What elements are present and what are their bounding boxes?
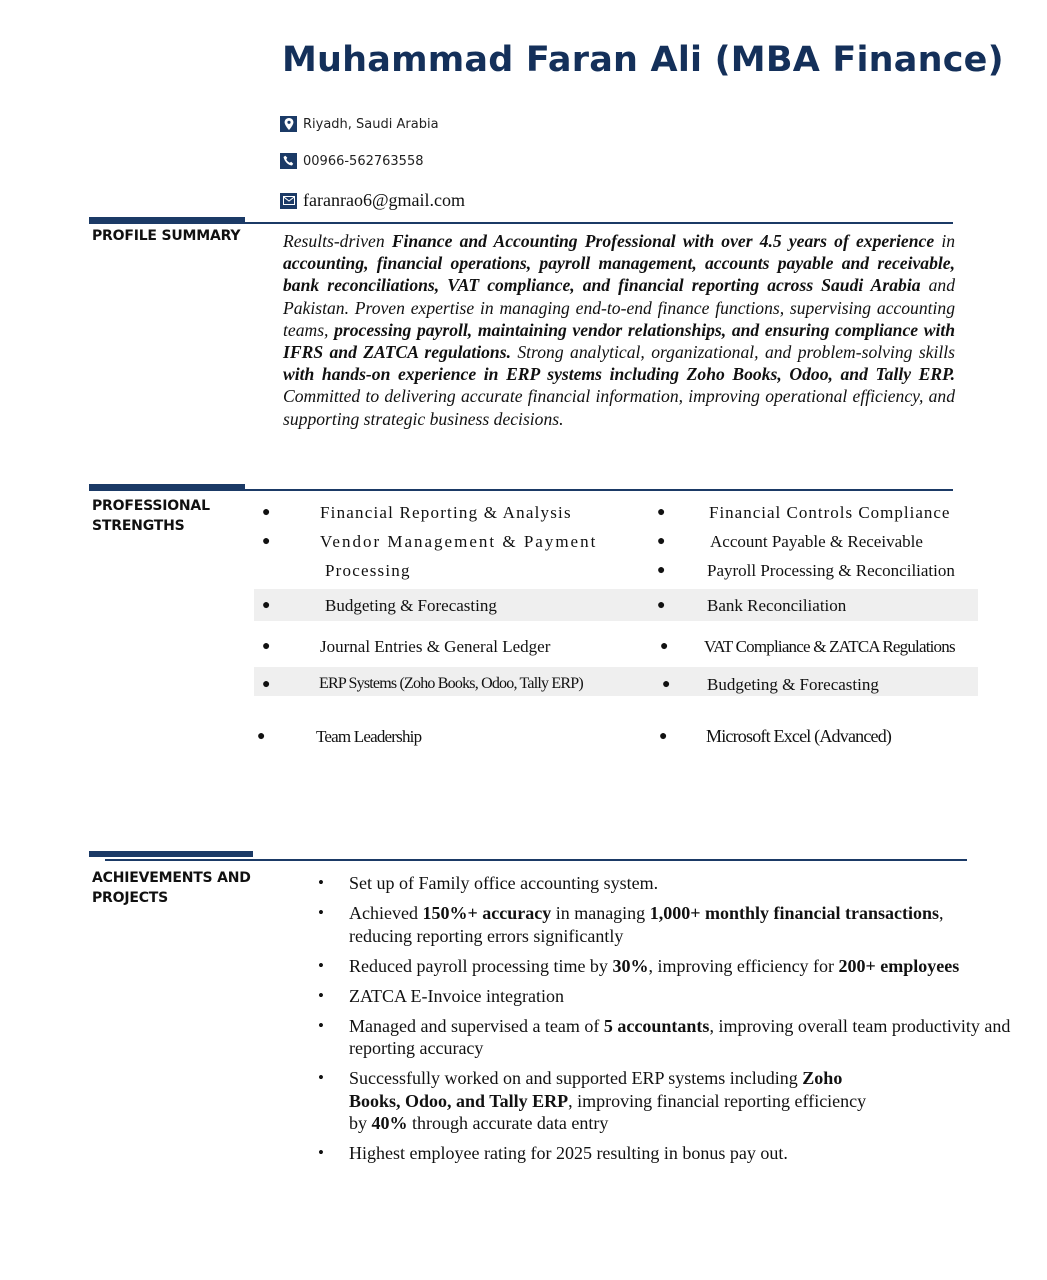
achievement-run: Achieved: [349, 903, 423, 923]
bullet: ●: [262, 598, 271, 613]
achievements-heading-line2: PROJECTS: [92, 890, 169, 906]
achievement-item: [318, 902, 989, 947]
achievement-run: , improving efficiency for: [648, 955, 839, 976]
bullet: ●: [262, 505, 271, 520]
strength-item: Vendor Management & Payment: [320, 532, 598, 551]
achievement-run: Highest employee rating for 2025 resulting in bonus pay out.: [349, 1143, 788, 1163]
strength-item: Payroll Processing & Reconciliation: [707, 561, 955, 580]
summary-run: Strong analytical, organizational, and problem-solving skills: [510, 342, 955, 363]
summary-run: in: [934, 231, 956, 251]
bullet: ●: [657, 598, 666, 613]
profile-summary-heading: PROFILE SUMMARY: [92, 228, 241, 244]
achievement-run: ZATCA E-Invoice integration: [349, 985, 564, 1006]
strength-item: Financial Controls Compliance: [709, 503, 951, 522]
section-divider: [89, 489, 953, 491]
achievement-bold-run: 5 accountants: [603, 1015, 710, 1036]
profile-summary-text: [283, 230, 955, 430]
achievement-item: [318, 1067, 869, 1135]
strengths-heading-line2: STRENGTHS: [92, 518, 185, 534]
bullet: ●: [659, 729, 668, 744]
strengths-heading: [92, 496, 210, 536]
strength-item: Microsoft Excel (Advanced): [706, 726, 892, 746]
email-icon: [280, 193, 297, 209]
achievement-run: through accurate data entry: [407, 1113, 609, 1133]
bullet: ●: [262, 534, 271, 549]
summary-bold-run: Finance and Accounting Professional with over 4.5 years of experience: [391, 231, 935, 251]
achievement-bold-run: 40%: [371, 1113, 408, 1133]
bullet: ●: [657, 534, 666, 549]
contact-location: [280, 116, 439, 132]
achievement-bold-run: Zoho Books, Odoo, and Tally ERP: [349, 1068, 843, 1111]
achievements-heading: [92, 868, 251, 908]
contact-phone: [280, 153, 424, 169]
strengths-heading-line1: PROFESSIONAL: [92, 498, 210, 514]
summary-run: and Pakistan. Proven expertise in managing end-to-end finance functions, supervising accounting teams,: [283, 275, 955, 340]
achievement-item: [318, 985, 1018, 1008]
achievement-run: in managing: [551, 903, 650, 923]
summary-bold-run: accounting, financial operations, payroll management, accounts payable and receivable, bank reconciliations, VAT compliance, and financial reporting across Saudi Arabia: [283, 253, 955, 296]
phone-text: 00966-562763558: [303, 153, 424, 169]
achievement-bold-run: 150%+ accuracy: [422, 903, 552, 923]
summary-run: Committed to delivering accurate financial information, improving operational efficiency, and supporting strategic business decisions.: [283, 386, 955, 429]
bullet: ●: [657, 505, 666, 520]
strength-item: VAT Compliance & ZATCA Regulations: [704, 637, 955, 656]
section-divider: [89, 222, 953, 224]
achievement-bold-run: 1,000+ monthly financial transactions: [649, 903, 939, 923]
strength-item: Journal Entries & General Ledger: [320, 637, 551, 656]
achievement-run: Managed and supervised a team of: [349, 1015, 604, 1036]
bullet: ●: [660, 639, 669, 654]
achievement-item: [318, 1015, 1047, 1060]
achievements-list: [318, 872, 1018, 1172]
summary-bold-run: processing payroll, maintaining vendor relationships, and ensuring compliance with IFRS and ZATCA regulations.: [283, 319, 956, 363]
bullet: ●: [662, 677, 671, 692]
strength-item: Financial Reporting & Analysis: [320, 503, 572, 522]
email-text: faranrao6@gmail.com: [303, 190, 466, 210]
achievement-bold-run: 200+ employees: [838, 955, 960, 976]
contact-email: [280, 190, 465, 211]
bullet: ●: [657, 563, 666, 578]
achievement-item: [318, 872, 1018, 895]
section-accent-bar: [89, 851, 253, 857]
strength-item: Bank Reconciliation: [707, 596, 847, 615]
location-text: Riyadh, Saudi Arabia: [303, 116, 439, 132]
strength-item: ERP Systems (Zoho Books, Odoo, Tally ERP): [319, 675, 583, 692]
summary-run: Results-driven: [283, 231, 392, 251]
achievement-run: , improving overall team productivity and reporting accuracy: [349, 1015, 1011, 1058]
strength-item: Account Payable & Receivable: [710, 532, 923, 551]
candidate-name: Muhammad Faran Ali (MBA Finance): [282, 40, 1004, 80]
phone-icon: [280, 153, 297, 169]
achievement-bold-run: 30%: [612, 955, 649, 976]
strength-item: Team Leadership: [316, 727, 422, 746]
achievement-run: Set up of Family office accounting system.: [349, 873, 659, 893]
bullet: ●: [262, 677, 271, 692]
location-pin-icon: [280, 116, 297, 132]
achievement-item: [318, 955, 1018, 978]
section-divider: [105, 859, 967, 861]
achievement-run: Reduced payroll processing time by: [349, 955, 613, 976]
bullet: ●: [262, 639, 271, 654]
bullet: ●: [257, 729, 266, 744]
strength-item: Budgeting & Forecasting: [325, 596, 497, 615]
achievement-run: Successfully worked on and supported ERP systems including: [349, 1068, 803, 1088]
strength-item: Budgeting & Forecasting: [707, 675, 879, 694]
achievement-run: , reducing reporting errors significantly: [349, 903, 944, 946]
summary-bold-run: with hands-on experience in ERP systems including Zoho Books, Odoo, and Tally ERP.: [283, 364, 955, 385]
achievement-run: , improving financial reporting efficiency by: [349, 1090, 867, 1133]
strength-item-continued: Processing: [325, 561, 411, 580]
achievement-item: [318, 1142, 1018, 1165]
achievements-heading-line1: ACHIEVEMENTS AND: [92, 870, 251, 886]
